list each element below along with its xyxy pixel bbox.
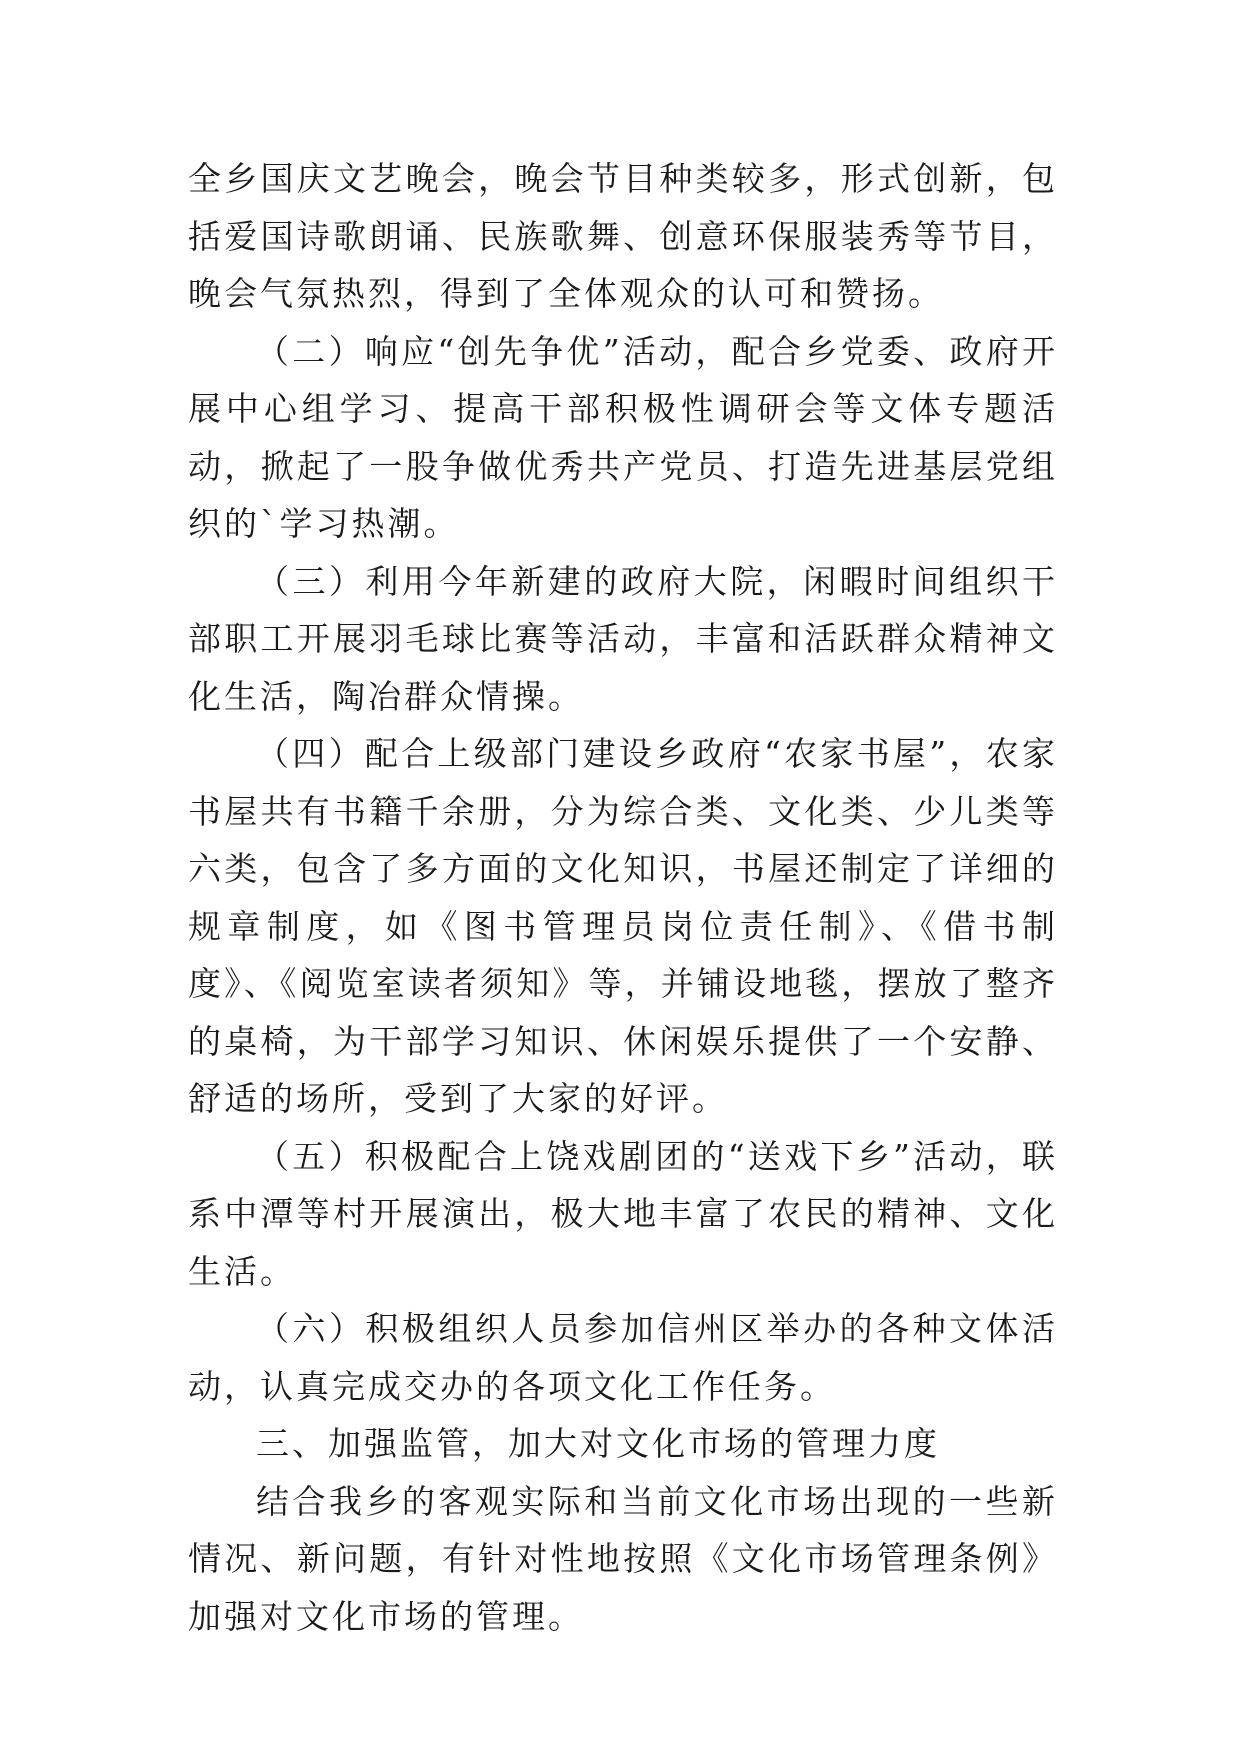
section-heading: 三、加强监管，加大对文化市场的管理力度 (256, 1424, 940, 1463)
paragraph-continuation: 全乡国庆文艺晚会，晚会节目种类较多，形式创新，包括爱国诗歌朗诵、民族歌舞、创意环保服装秀等节目，晚会气氛热烈，得到了全体观众的认可和赞扬。 (188, 159, 1058, 313)
paragraph-item-6: （六）积极组织人员参加信州区举办的各种文体活动，认真完成交办的各项文化工作任务。 (188, 1309, 1058, 1406)
paragraph-item-4: （四）配合上级部门建设乡政府“农家书屋”，农家书屋共有书籍千余册，分为综合类、文化类、少儿类等六类，包含了多方面的文化知识，书屋还制定了详细的规章制度，如《图书管理员岗位责任制》、《借书制度》、《阅览室读者须知》等，并铺设地毯，摆放了整齐的桌椅，为干部学习知识、休闲娱乐提供了一个安静、舒适的场所，受到了大家的好评。 (188, 734, 1058, 1118)
paragraph-item-2: （二）响应“创先争优”活动，配合乡党委、政府开展中心组学习、提高干部积极性调研会等文体专题活动，掀起了一股争做优秀共产党员、打造先进基层党组织的`学习热潮。 (188, 331, 1058, 543)
paragraph-item-3: （三）利用今年新建的政府大院，闲暇时间组织干部职工开展羽毛球比赛等活动，丰富和活跃群众精神文化生活，陶冶群众情操。 (188, 561, 1058, 716)
document-body (188, 150, 1058, 1645)
paragraph-item-5: （五）积极配合上饶戏剧团的“送戏下乡”活动，联系中潭等村开展演出，极大地丰富了农民的精神、文化生活。 (188, 1136, 1058, 1291)
paragraph-section-body: 结合我乡的客观实际和当前文化市场出现的一些新情况、新问题，有针对性地按照《文化市场管理条例》加强对文化市场的管理。 (188, 1481, 1058, 1636)
